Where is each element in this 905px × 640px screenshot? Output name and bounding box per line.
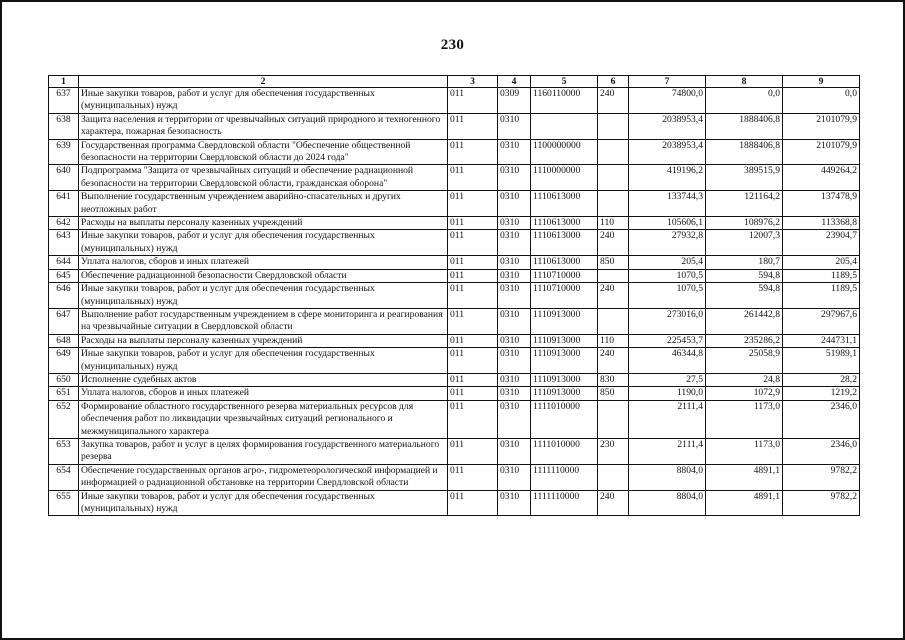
column-header: 9 xyxy=(783,76,860,88)
amount-col8-cell: 121164,2 xyxy=(706,191,783,217)
amount-col9-cell: 449264,2 xyxy=(783,165,860,191)
amount-col9-cell: 0,0 xyxy=(783,88,860,114)
table-row xyxy=(49,308,860,334)
target-article-cell: 1110613000 xyxy=(531,217,598,230)
table-row xyxy=(49,230,860,256)
amount-col7-cell: 2038953,4 xyxy=(629,113,706,139)
ministry-code-cell: 011 xyxy=(448,400,498,438)
expense-type-cell: 850 xyxy=(598,256,629,269)
section-code-cell: 0310 xyxy=(498,490,531,516)
ministry-code-cell: 011 xyxy=(448,139,498,165)
expense-type-cell xyxy=(598,139,629,165)
table-row xyxy=(49,334,860,347)
item-name-cell: Выполнение государственным учреждением аварийно-спасательных и других неотложных работ xyxy=(79,191,448,217)
row-number-cell: 654 xyxy=(49,464,79,490)
row-number-cell: 641 xyxy=(49,191,79,217)
target-article-cell: 1110913000 xyxy=(531,308,598,334)
amount-col7-cell: 225453,7 xyxy=(629,334,706,347)
expense-type-cell xyxy=(598,269,629,282)
amount-col7-cell: 419196,2 xyxy=(629,165,706,191)
target-article-cell: 1100000000 xyxy=(531,139,598,165)
item-name-cell: Обеспечение радиационной безопасности Свердловской области xyxy=(79,269,448,282)
column-header: 8 xyxy=(706,76,783,88)
section-code-cell: 0310 xyxy=(498,387,531,400)
table-body xyxy=(49,88,860,516)
expense-type-cell xyxy=(598,113,629,139)
section-code-cell: 0310 xyxy=(498,230,531,256)
row-number-cell: 646 xyxy=(49,283,79,309)
ministry-code-cell: 011 xyxy=(448,113,498,139)
table-row xyxy=(49,191,860,217)
amount-col9-cell: 1189,5 xyxy=(783,283,860,309)
amount-col8-cell: 4891,1 xyxy=(706,464,783,490)
section-code-cell: 0310 xyxy=(498,191,531,217)
table-row xyxy=(49,464,860,490)
budget-table xyxy=(48,75,860,516)
section-code-cell: 0310 xyxy=(498,334,531,347)
section-code-cell: 0310 xyxy=(498,217,531,230)
amount-col9-cell: 9782,2 xyxy=(783,490,860,516)
item-name-cell: Уплата налогов, сборов и иных платежей xyxy=(79,256,448,269)
table-row xyxy=(49,387,860,400)
amount-col8-cell: 1888406,8 xyxy=(706,139,783,165)
amount-col7-cell: 1190,0 xyxy=(629,387,706,400)
amount-col8-cell: 12007,3 xyxy=(706,230,783,256)
row-number-cell: 644 xyxy=(49,256,79,269)
amount-col7-cell: 27932,8 xyxy=(629,230,706,256)
amount-col9-cell: 2101079,9 xyxy=(783,113,860,139)
amount-col8-cell: 1173,0 xyxy=(706,438,783,464)
row-number-cell: 648 xyxy=(49,334,79,347)
expense-type-cell: 240 xyxy=(598,88,629,114)
column-header: 4 xyxy=(498,76,531,88)
section-code-cell: 0310 xyxy=(498,438,531,464)
expense-type-cell: 240 xyxy=(598,230,629,256)
row-number-cell: 655 xyxy=(49,490,79,516)
amount-col9-cell: 2346,0 xyxy=(783,400,860,438)
amount-col7-cell: 8804,0 xyxy=(629,464,706,490)
amount-col9-cell: 9782,2 xyxy=(783,464,860,490)
ministry-code-cell: 011 xyxy=(448,269,498,282)
row-number-cell: 642 xyxy=(49,217,79,230)
header-row xyxy=(49,76,860,88)
amount-col7-cell: 205,4 xyxy=(629,256,706,269)
amount-col8-cell: 261442,8 xyxy=(706,308,783,334)
ministry-code-cell: 011 xyxy=(448,165,498,191)
table-row xyxy=(49,165,860,191)
column-header: 2 xyxy=(79,76,448,88)
amount-col8-cell: 594,8 xyxy=(706,269,783,282)
item-name-cell: Иные закупки товаров, работ и услуг для обеспечения государственных (муниципальных) нужд xyxy=(79,88,448,114)
amount-col9-cell: 2346,0 xyxy=(783,438,860,464)
table-row xyxy=(49,269,860,282)
amount-col9-cell: 51989,1 xyxy=(783,348,860,374)
row-number-cell: 640 xyxy=(49,165,79,191)
ministry-code-cell: 011 xyxy=(448,256,498,269)
target-article-cell: 1160110000 xyxy=(531,88,598,114)
expense-type-cell: 830 xyxy=(598,373,629,386)
target-article-cell: 1111010000 xyxy=(531,438,598,464)
target-article-cell: 1110613000 xyxy=(531,191,598,217)
expense-type-cell: 230 xyxy=(598,438,629,464)
section-code-cell: 0310 xyxy=(498,283,531,309)
table-row xyxy=(49,217,860,230)
item-name-cell: Иные закупки товаров, работ и услуг для обеспечения государственных (муниципальных) нужд xyxy=(79,230,448,256)
target-article-cell: 1111110000 xyxy=(531,464,598,490)
item-name-cell: Подпрограмма "Защита от чрезвычайных ситуаций и обеспечение радиационной безопасности на территории Свердловской области, гражданская оборона" xyxy=(79,165,448,191)
ministry-code-cell: 011 xyxy=(448,334,498,347)
item-name-cell: Иные закупки товаров, работ и услуг для обеспечения государственных (муниципальных) нужд xyxy=(79,283,448,309)
amount-col8-cell: 25058,9 xyxy=(706,348,783,374)
item-name-cell: Расходы на выплаты персоналу казенных учреждений xyxy=(79,334,448,347)
item-name-cell: Обеспечение государственных органов агро-, гидрометеорологической информацией и информацией о радиационной обстановке на территории Свердловской области xyxy=(79,464,448,490)
row-number-cell: 638 xyxy=(49,113,79,139)
amount-col7-cell: 2038953,4 xyxy=(629,139,706,165)
section-code-cell: 0310 xyxy=(498,165,531,191)
target-article-cell: 1110913000 xyxy=(531,387,598,400)
table-row xyxy=(49,438,860,464)
amount-col8-cell: 4891,1 xyxy=(706,490,783,516)
amount-col8-cell: 24,8 xyxy=(706,373,783,386)
section-code-cell: 0310 xyxy=(498,308,531,334)
row-number-cell: 647 xyxy=(49,308,79,334)
expense-type-cell: 240 xyxy=(598,490,629,516)
row-number-cell: 650 xyxy=(49,373,79,386)
amount-col9-cell: 297967,6 xyxy=(783,308,860,334)
page-number: 230 xyxy=(440,37,465,53)
amount-col7-cell: 8804,0 xyxy=(629,490,706,516)
expense-type-cell: 240 xyxy=(598,348,629,374)
amount-col9-cell: 23904,7 xyxy=(783,230,860,256)
ministry-code-cell: 011 xyxy=(448,191,498,217)
target-article-cell: 1110913000 xyxy=(531,348,598,374)
table-row xyxy=(49,88,860,114)
amount-col9-cell: 113368,8 xyxy=(783,217,860,230)
target-article-cell: 1110613000 xyxy=(531,230,598,256)
amount-col7-cell: 133744,3 xyxy=(629,191,706,217)
target-article-cell: 1111110000 xyxy=(531,490,598,516)
expense-type-cell: 110 xyxy=(598,334,629,347)
amount-col8-cell: 594,8 xyxy=(706,283,783,309)
row-number-cell: 649 xyxy=(49,348,79,374)
item-name-cell: Государственная программа Свердловской области "Обеспечение общественной безопасности на территории Свердловской области до 2024 года" xyxy=(79,139,448,165)
amount-col7-cell: 105606,1 xyxy=(629,217,706,230)
ministry-code-cell: 011 xyxy=(448,438,498,464)
ministry-code-cell: 011 xyxy=(448,373,498,386)
column-header: 6 xyxy=(598,76,629,88)
amount-col9-cell: 2101079,9 xyxy=(783,139,860,165)
row-number-cell: 639 xyxy=(49,139,79,165)
ministry-code-cell: 011 xyxy=(448,464,498,490)
amount-col8-cell: 108976,2 xyxy=(706,217,783,230)
expense-type-cell xyxy=(598,464,629,490)
expense-type-cell: 110 xyxy=(598,217,629,230)
target-article-cell: 1110613000 xyxy=(531,256,598,269)
expense-type-cell: 240 xyxy=(598,283,629,309)
amount-col7-cell: 2111,4 xyxy=(629,438,706,464)
amount-col9-cell: 1219,2 xyxy=(783,387,860,400)
item-name-cell: Выполнение работ государственным учреждением в сфере мониторинга и реагирования на чрезвычайные ситуации в Свердловской области xyxy=(79,308,448,334)
table-row xyxy=(49,400,860,438)
expense-type-cell xyxy=(598,191,629,217)
expense-type-cell xyxy=(598,165,629,191)
table-row xyxy=(49,139,860,165)
amount-col7-cell: 1070,5 xyxy=(629,283,706,309)
table-row xyxy=(49,373,860,386)
amount-col8-cell: 1072,9 xyxy=(706,387,783,400)
target-article-cell: 1110710000 xyxy=(531,269,598,282)
item-name-cell: Исполнение судебных актов xyxy=(79,373,448,386)
expense-type-cell xyxy=(598,308,629,334)
row-number-cell: 637 xyxy=(49,88,79,114)
section-code-cell: 0310 xyxy=(498,139,531,165)
item-name-cell: Формирование областного государственного резерва материальных ресурсов для обеспечения работ по ликвидации чрезвычайных ситуаций регионального и межмуниципального характера xyxy=(79,400,448,438)
ministry-code-cell: 011 xyxy=(448,490,498,516)
row-number-cell: 651 xyxy=(49,387,79,400)
amount-col7-cell: 2111,4 xyxy=(629,400,706,438)
item-name-cell: Закупка товаров, работ и услуг в целях формирования государственного материального резерва xyxy=(79,438,448,464)
table-row xyxy=(49,348,860,374)
item-name-cell: Защита населения и территории от чрезвычайных ситуаций природного и техногенного характера, пожарная безопасность xyxy=(79,113,448,139)
column-header: 3 xyxy=(448,76,498,88)
ministry-code-cell: 011 xyxy=(448,308,498,334)
section-code-cell: 0310 xyxy=(498,113,531,139)
amount-col8-cell: 1173,0 xyxy=(706,400,783,438)
amount-col9-cell: 205,4 xyxy=(783,256,860,269)
column-header: 1 xyxy=(49,76,79,88)
table-row xyxy=(49,113,860,139)
table-row xyxy=(49,256,860,269)
amount-col7-cell: 46344,8 xyxy=(629,348,706,374)
table-row xyxy=(49,490,860,516)
target-article-cell: 1110913000 xyxy=(531,373,598,386)
target-article-cell: 1110913000 xyxy=(531,334,598,347)
amount-col8-cell: 235286,2 xyxy=(706,334,783,347)
column-header: 7 xyxy=(629,76,706,88)
target-article-cell xyxy=(531,113,598,139)
section-code-cell: 0310 xyxy=(498,269,531,282)
item-name-cell: Иные закупки товаров, работ и услуг для обеспечения государственных (муниципальных) нужд xyxy=(79,348,448,374)
section-code-cell: 0310 xyxy=(498,348,531,374)
item-name-cell: Иные закупки товаров, работ и услуг для обеспечения государственных (муниципальных) нужд xyxy=(79,490,448,516)
ministry-code-cell: 011 xyxy=(448,88,498,114)
table-row xyxy=(49,283,860,309)
target-article-cell: 1110710000 xyxy=(531,283,598,309)
amount-col8-cell: 1888406,8 xyxy=(706,113,783,139)
amount-col7-cell: 1070,5 xyxy=(629,269,706,282)
ministry-code-cell: 011 xyxy=(448,283,498,309)
target-article-cell: 1111010000 xyxy=(531,400,598,438)
row-number-cell: 643 xyxy=(49,230,79,256)
item-name-cell: Уплата налогов, сборов и иных платежей xyxy=(79,387,448,400)
section-code-cell: 0310 xyxy=(498,373,531,386)
column-header: 5 xyxy=(531,76,598,88)
amount-col8-cell: 0,0 xyxy=(706,88,783,114)
item-name-cell: Расходы на выплаты персоналу казенных учреждений xyxy=(79,217,448,230)
section-code-cell: 0310 xyxy=(498,464,531,490)
section-code-cell: 0310 xyxy=(498,400,531,438)
amount-col9-cell: 244731,1 xyxy=(783,334,860,347)
expense-type-cell: 850 xyxy=(598,387,629,400)
amount-col7-cell: 74800,0 xyxy=(629,88,706,114)
ministry-code-cell: 011 xyxy=(448,387,498,400)
amount-col7-cell: 273016,0 xyxy=(629,308,706,334)
amount-col9-cell: 137478,9 xyxy=(783,191,860,217)
row-number-cell: 653 xyxy=(49,438,79,464)
expense-type-cell xyxy=(598,400,629,438)
ministry-code-cell: 011 xyxy=(448,217,498,230)
amount-col9-cell: 1189,5 xyxy=(783,269,860,282)
amount-col8-cell: 180,7 xyxy=(706,256,783,269)
amount-col7-cell: 27,5 xyxy=(629,373,706,386)
ministry-code-cell: 011 xyxy=(448,348,498,374)
section-code-cell: 0310 xyxy=(498,256,531,269)
row-number-cell: 645 xyxy=(49,269,79,282)
target-article-cell: 1110000000 xyxy=(531,165,598,191)
amount-col9-cell: 28,2 xyxy=(783,373,860,386)
amount-col8-cell: 389515,9 xyxy=(706,165,783,191)
row-number-cell: 652 xyxy=(49,400,79,438)
section-code-cell: 0309 xyxy=(498,88,531,114)
ministry-code-cell: 011 xyxy=(448,230,498,256)
